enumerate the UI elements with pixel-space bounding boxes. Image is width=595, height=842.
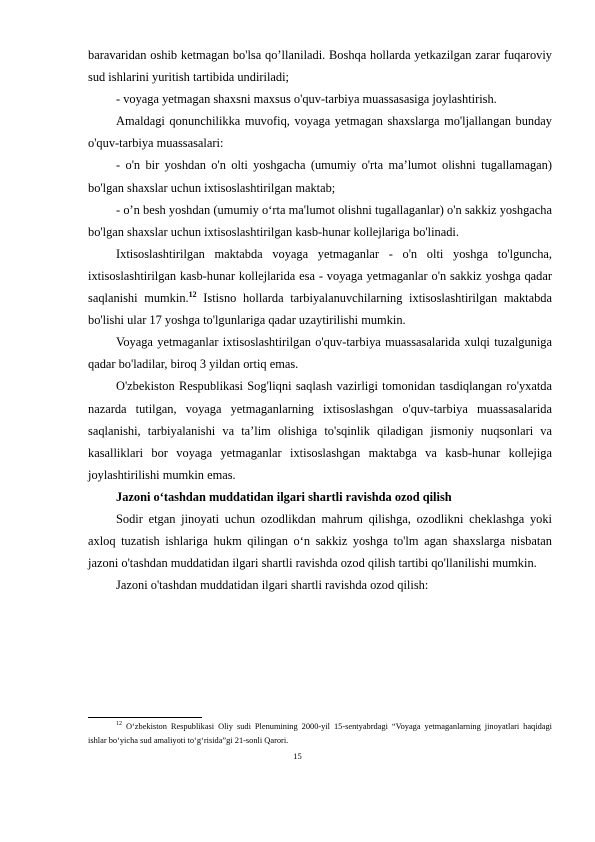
paragraph-text: - o’n besh yoshdan (umumiy o‘rta ma'lumot olishni tugallaganlar) o'n sakkiz yoshgacha bo'lgan shaxslar uchun ixtisoslashtirilgan kasb-hunar kollejlariga bo'linadi. bbox=[88, 202, 552, 239]
footnote-reference: 12 bbox=[188, 289, 197, 299]
paragraph bbox=[88, 331, 552, 375]
paragraph bbox=[88, 88, 552, 110]
paragraph-text: O'zbekiston Respublikasi Sog'liqni saqlash vazirligi tomonidan tasdiqlangan ro'yxatda nazarda tutilgan, voyaga yetmaganlarning ixtisoslashgan o'quv-tarbiya muassasalarida saqlanishi, tarbiyalanishi va ta’lim olishiga to'sqinlik qiladigan jismoniy nuqsonlari va kasalliklari bor voyaga yetmaganlar ixtisoslashgan maktabga va kasb-hunar kollejiga joylashtirilishi mumkin emas. bbox=[88, 379, 552, 482]
paragraph-text: baravaridan oshib ketmagan bo'lsa qo’llaniladi. Boshqa hollarda yetkazilgan zarar fuqaroviy sud ishlarini yuritish tartibida undiriladi; bbox=[88, 48, 552, 85]
footnote-text: O‘zbekiston Respublikasi Oliy sudi Plenumining 2000-yil 15-sentyabrdagi “Voyaga yetmaganlarning jinoyatlari haqidagi ishlar bo‘yicha sud amaliyoti to‘g‘risida”gi 21-sonli Qarori. bbox=[88, 722, 552, 745]
paragraph bbox=[88, 243, 552, 331]
paragraph bbox=[88, 199, 552, 243]
body-text bbox=[88, 44, 552, 596]
footnote-marker: 12 bbox=[116, 721, 122, 728]
footnote bbox=[88, 720, 552, 748]
section-heading bbox=[88, 486, 552, 508]
paragraph-text: Jazoni o‘tashdan muddatidan ilgari shartli ravishda ozod qilish bbox=[116, 489, 452, 504]
paragraph bbox=[88, 44, 552, 88]
paragraph-text: Voyaga yetmaganlar ixtisoslashtirilgan o'quv-tarbiya muassasalarida xulqi tuzalguniga qadar bo'ladilar, biroq 3 yildan ortiq emas. bbox=[88, 335, 552, 372]
paragraph-text: Ixtisoslashtirilgan maktabda voyaga yetmaganlar - o'n olti yoshga to'lguncha, ixtisoslashtirilgan kasb-hunar kollejlarida esa - voyaga yetmaganlar o'n sakkiz yoshga qadar saqlanishi mumkin. bbox=[88, 246, 552, 306]
paragraph-text: Sodir etgan jinoyati uchun ozodlikdan mahrum qilishga, ozodlikni cheklashga yoki axloq tuzatish ishlariga hukm qilingan o‘n sakkiz yoshga to'lm agan shaxslarga nisbatan jazoni o'tashdan muddatidan ilgari shartli ravishda ozod qilish tartibi qo'llanilishi mumkin. bbox=[88, 511, 552, 571]
paragraph-text-continued: Istisno hollarda tarbiyalanuvchilarning ixtisoslashtirilgan maktabda bo'lishi ular 17 yoshga to'lgunlariga qadar uzaytirilishi mumkin. bbox=[88, 291, 552, 328]
paragraph bbox=[88, 110, 552, 154]
paragraph-text: Amaldagi qonunchilikka muvofiq, voyaga yetmagan shaxslarga mo'ljallangan bunday o'quv-tarbiya muassasalari: bbox=[88, 114, 552, 151]
paragraph-text: - o'n bir yoshdan o'n olti yoshgacha (umumiy o'rta ma’lumot olishni tugallamagan) bo'lgan shaxslar uchun ixtisoslashtirilgan maktab; bbox=[88, 158, 552, 195]
paragraph bbox=[88, 574, 552, 596]
page-number: 15 bbox=[293, 751, 302, 761]
paragraph bbox=[88, 154, 552, 198]
paragraph bbox=[88, 508, 552, 574]
footnote-separator bbox=[88, 717, 202, 718]
paragraph-text: - voyaga yetmagan shaxsni maxsus o'quv-tarbiya muassasasiga joylashtirish. bbox=[116, 92, 497, 107]
paragraph-text: Jazoni o'tashdan muddatidan ilgari shartli ravishda ozod qilish: bbox=[116, 578, 429, 593]
paragraph bbox=[88, 375, 552, 485]
